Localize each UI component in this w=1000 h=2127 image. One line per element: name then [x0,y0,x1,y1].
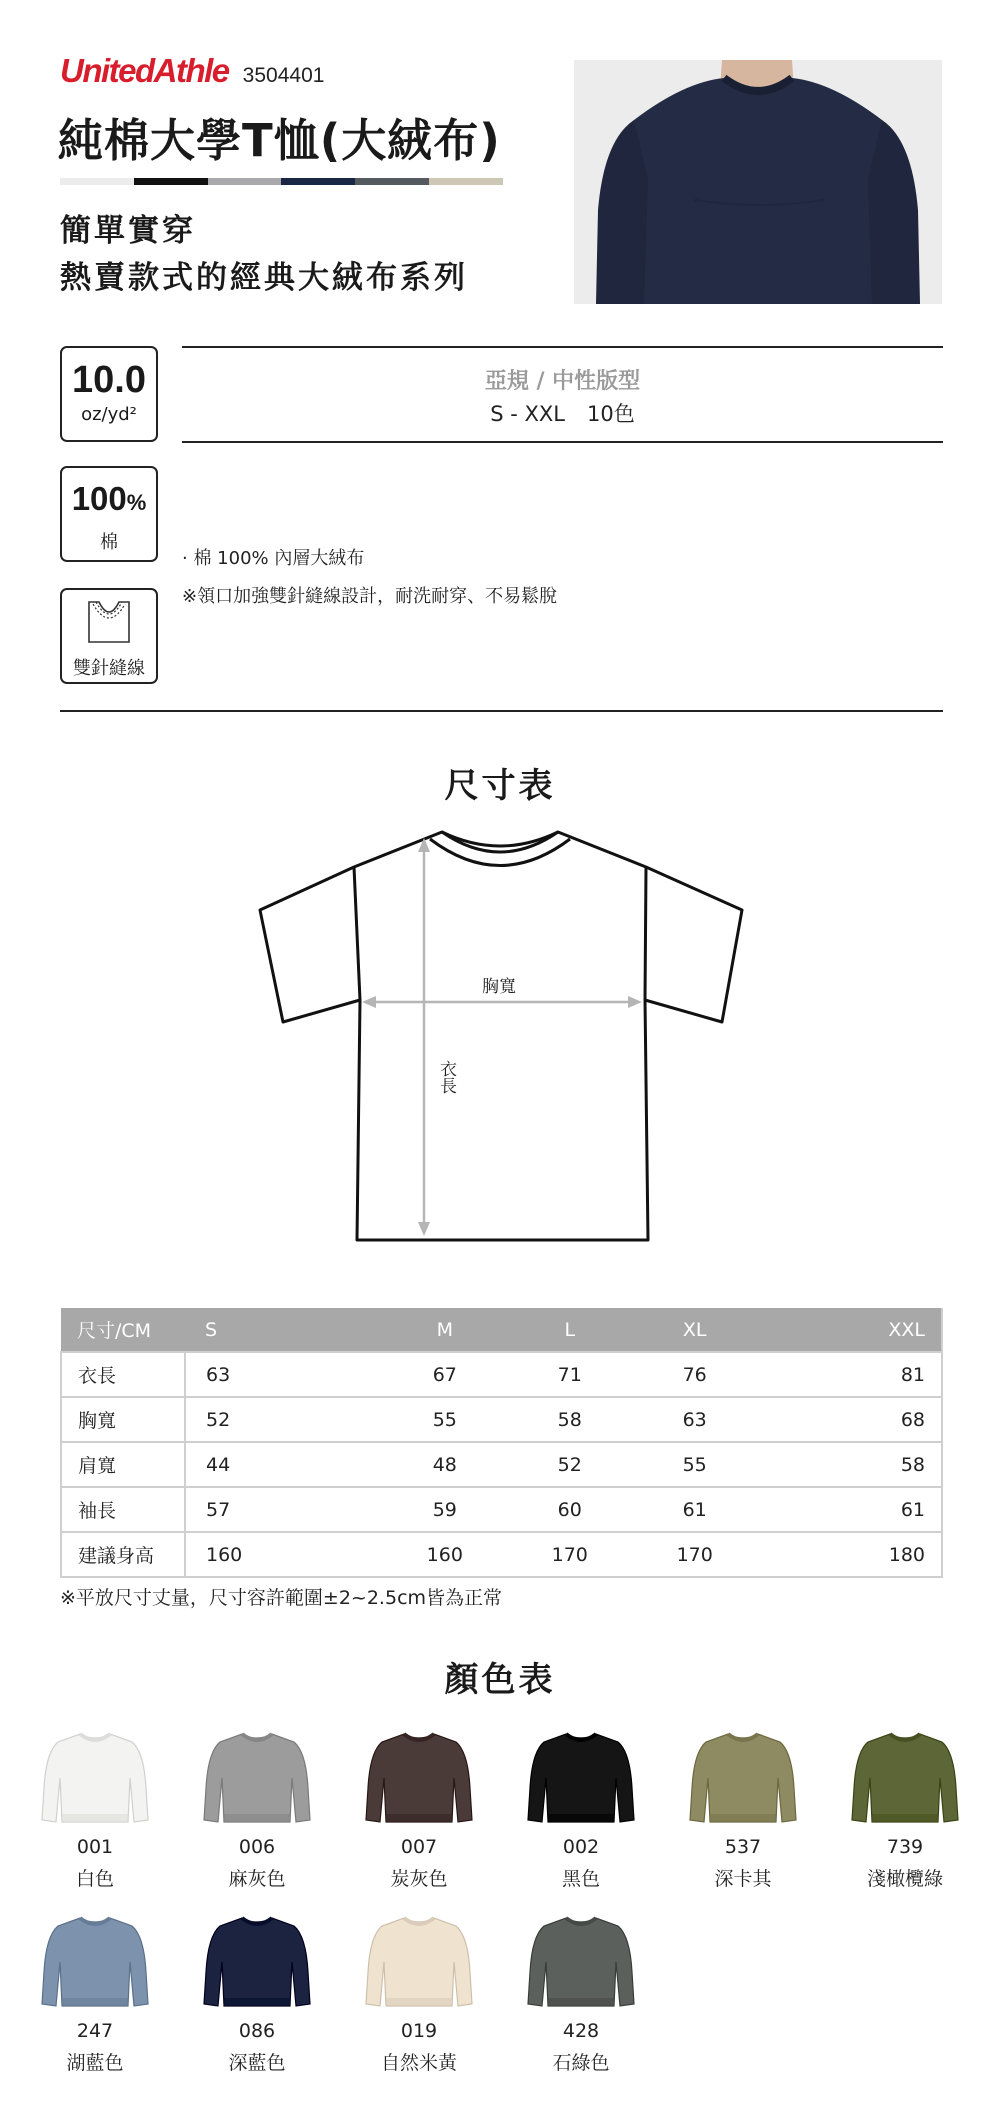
length-label: 衣長 [436,1060,456,1094]
table-cell: 61 [757,1487,942,1532]
color-name: 炭灰色 [390,1868,448,1890]
table-cell: 52 [185,1397,382,1442]
tshirt-outline [260,832,742,1240]
color-code: 247 [76,2020,114,2042]
table-cell: 59 [382,1487,507,1532]
color-name: 自然米黃 [380,2052,457,2074]
sweatshirt-swatch-icon [526,1912,636,2010]
cotton-unit: % [126,490,147,515]
sweatshirt-swatch-icon [202,1912,312,2010]
swatch-segment [281,178,355,185]
color-name: 深卡其 [714,1868,772,1890]
table-cell: 160 [382,1532,507,1577]
product-code: 3504401 [242,64,325,87]
color-name: 石綠色 [552,2052,610,2074]
color-name: 湖藍色 [66,2052,124,2074]
color-item [354,1912,484,2075]
color-code: 537 [724,1836,762,1858]
sweatshirt-swatch-icon [850,1728,960,1826]
size-header-label: 尺寸/CM [61,1308,185,1352]
color-code: 019 [400,2020,438,2042]
row-label: 肩寬 [61,1442,185,1487]
color-item [30,1912,160,2075]
table-row [61,1442,942,1487]
cotton-label: 棉 [100,532,118,553]
table-cell: 57 [185,1487,382,1532]
table-cell: 76 [632,1352,757,1397]
color-name: 深藍色 [228,2052,286,2074]
size-chart-title: 尺寸表 [444,766,556,806]
table-cell: 180 [757,1532,942,1577]
tagline-primary: 簡單實穿 [60,213,196,249]
brand-header [60,52,324,90]
sweatshirt-swatch-icon [40,1912,150,2010]
color-code: 002 [562,1836,600,1858]
chest-label: 胸寬 [482,977,516,997]
table-row [61,1397,942,1442]
color-item [192,1728,322,1891]
feature-fabric: · 棉 100% 內層大絨布 [182,548,365,569]
product-photo [574,60,942,304]
divider-line [182,441,943,443]
table-cell: 63 [632,1397,757,1442]
swatch-segment [429,178,503,185]
table-cell: 63 [185,1352,382,1397]
size-table-header [61,1308,942,1352]
row-label: 胸寬 [61,1397,185,1442]
sweatshirt-swatch-icon [688,1728,798,1826]
tagline-secondary: 熱賣款式的經典大絨布系列 [60,260,468,296]
sweatshirt-swatch-icon [40,1728,150,1826]
size-header: M [382,1308,507,1352]
sweatshirt-swatch-icon [202,1728,312,1826]
table-cell: 61 [632,1487,757,1532]
swatch-segment [134,178,208,185]
color-swatch-bar [60,178,503,185]
table-row [61,1532,942,1577]
color-code: 006 [238,1836,276,1858]
table-row [61,1487,942,1532]
table-cell: 55 [632,1442,757,1487]
table-cell: 58 [507,1397,632,1442]
double-stitch-badge [60,588,158,684]
table-cell: 170 [632,1532,757,1577]
color-item [192,1912,322,2075]
table-cell: 58 [757,1442,942,1487]
color-item [840,1728,970,1891]
table-cell: 67 [382,1352,507,1397]
swatch-segment [355,178,429,185]
table-cell: 55 [382,1397,507,1442]
color-name: 黑色 [561,1868,600,1890]
size-header: S [185,1308,382,1352]
tshirt-diagram [250,822,750,1266]
color-code: 086 [238,2020,276,2042]
table-cell: 68 [757,1397,942,1442]
swatch-segment [208,178,282,185]
table-cell: 160 [185,1532,382,1577]
sweatshirt-swatch-icon [364,1912,474,2010]
color-code: 428 [562,2020,600,2042]
color-name: 麻灰色 [228,1868,286,1890]
color-chart-title: 顏色表 [444,1660,556,1700]
color-name: 白色 [75,1868,114,1890]
color-code: 001 [76,1836,114,1858]
brand-logo: UnitedAthle [60,52,229,89]
size-header: XXL [757,1308,942,1352]
divider-line [182,346,943,348]
color-code: 739 [886,1836,924,1858]
table-cell: 71 [507,1352,632,1397]
color-item [30,1728,160,1891]
size-note: ※平放尺寸丈量，尺寸容許範圍±2~2.5cm皆為正常 [60,1587,503,1609]
row-label: 衣長 [61,1352,185,1397]
double-stitch-label: 雙針縫線 [73,658,145,679]
size-header: L [507,1308,632,1352]
table-cell: 170 [507,1532,632,1577]
color-item [354,1728,484,1891]
collar-stitch-icon [83,596,135,648]
table-cell: 52 [507,1442,632,1487]
size-header: XL [632,1308,757,1352]
table-cell: 48 [382,1442,507,1487]
row-label: 袖長 [61,1487,185,1532]
sweatshirt-swatch-icon [364,1728,474,1826]
table-cell: 60 [507,1487,632,1532]
color-code: 007 [400,1836,438,1858]
fabric-weight-badge [60,346,158,442]
row-label: 建議身高 [61,1532,185,1577]
cotton-value: 100 [71,480,127,517]
fabric-weight-unit: oz/yd² [81,404,137,425]
section-divider [60,710,943,712]
color-item [516,1912,646,2075]
swatch-segment [60,178,134,185]
product-title: 純棉大學T恤(大絨布) [58,114,501,167]
sweatshirt-swatch-icon [526,1728,636,1826]
size-range: S - XXL [490,402,565,426]
color-item [516,1728,646,1891]
color-count: 10色 [587,402,635,426]
table-cell: 44 [185,1442,382,1487]
cotton-badge [60,466,158,562]
size-range-line [182,398,943,428]
color-item [678,1728,808,1891]
fit-label: 亞規 / 中性版型 [484,369,641,394]
table-row [61,1352,942,1397]
color-name: 淺橄欖綠 [866,1868,943,1890]
size-table [60,1308,943,1578]
table-cell: 81 [757,1352,942,1397]
feature-collar: ※領口加強雙針縫線設計，耐洗耐穿、不易鬆脫 [182,586,558,607]
fabric-weight-value: 10.0 [72,359,146,401]
